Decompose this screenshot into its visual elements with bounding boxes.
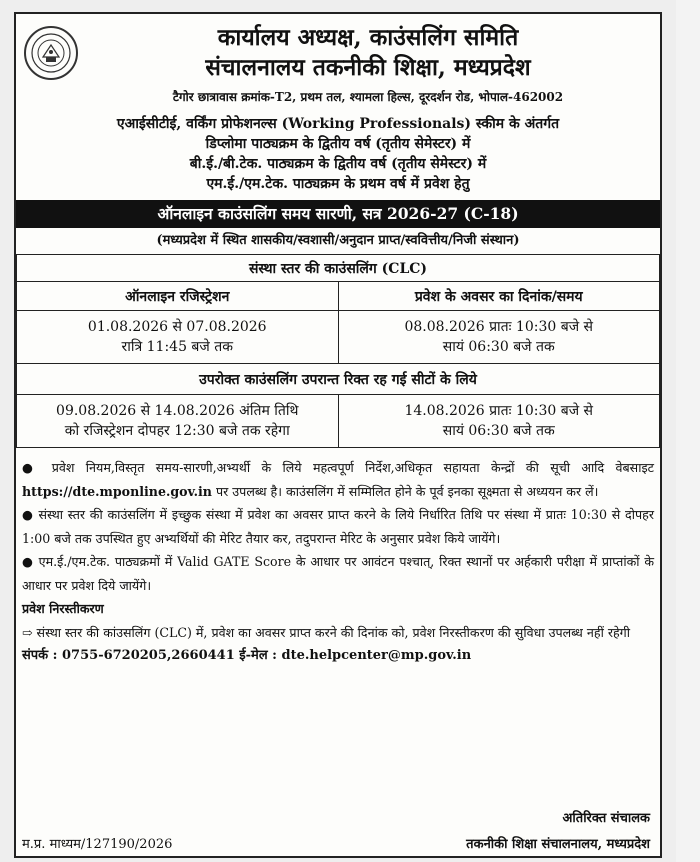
- page-margin: [676, 0, 700, 862]
- admission-slot-2: [338, 395, 660, 448]
- emblem-icon: [29, 31, 73, 75]
- table-row: [17, 364, 660, 395]
- directorate-title: संचालनालय तकनीकी शिक्षा, मध्यप्रदेश: [205, 54, 531, 81]
- admission-column-header: प्रवेश के अवसर का दिनांक/समय: [338, 282, 660, 311]
- cell-line: 09.08.2026 से 14.08.2026 अंतिम तिथि: [56, 403, 299, 419]
- scheme-line-3: बी.ई./बी.टेक. पाठ्यक्रम के द्वितीय वर्ष (तृतीय सेमेस्टर) में: [189, 156, 487, 172]
- table-row: [17, 282, 660, 311]
- registration-column-header: ऑनलाइन रजिस्ट्रेशन: [17, 282, 339, 311]
- reference-number: म.प्र. माध्यम/127190/2026: [22, 837, 173, 852]
- counselling-schedule-table: [16, 254, 660, 448]
- table-row: [17, 311, 660, 364]
- notice-document: [14, 12, 662, 858]
- vacant-seats-title: उपरोक्त काउंसलिंग उपरान्त रिक्त रह गई सीटों के लिये: [17, 364, 660, 395]
- table-row: [17, 255, 660, 282]
- emblem-logo: [24, 26, 78, 80]
- cell-line: सायं 06:30 बजे तक: [442, 423, 555, 439]
- cancellation-heading: प्रवेश निरस्तीकरण: [22, 601, 104, 616]
- cell-line: सायं 06:30 बजे तक: [442, 339, 555, 355]
- scheme-description: [16, 114, 660, 194]
- cell-line: 08.08.2026 प्रातः 10:30 बजे से: [404, 319, 594, 335]
- institution-types-note: (मध्यप्रदेश में स्थित शासकीय/स्वशासी/अनुदान प्राप्त/स्ववित्तीय/निजी संस्थान): [156, 233, 520, 248]
- note-website: [22, 456, 654, 503]
- cell-line: को रजिस्ट्रेशन दोपहर 12:30 बजे तक रहेगा: [64, 423, 290, 439]
- cell-line: रात्रि 11:45 बजे तक: [121, 339, 234, 355]
- table-row: [17, 395, 660, 448]
- scheme-line-1: एआईसीटीई, वर्किंग प्रोफेशनल्स (Working Professionals) स्कीम के अंतर्गत: [116, 116, 560, 132]
- registration-period-1: [17, 311, 339, 364]
- cancellation-text: ⇨ संस्था स्तर की कांउसलिंग (CLC) में, प्रवेश का अवसर प्राप्त करने की दिनांक को, प्रवेश निरस्तीकरण की सुविधा उपलब्ध नहीं रहेगी: [22, 624, 631, 640]
- note-clc-merit: ● संस्था स्तर की काउंसलिंग में इच्छुक संस्था में प्रवेश का अवसर प्राप्त करने के लिये निर्धारित तिथि पर संस्था में प्रातः 10:30 से दोपहर 1:00 बजे तक उपस्थित हुए अभ्यर्थियों की मेरिट तैयार कर, तदुपरान्त मेरिट के अनुसार प्रवेश किये जायेंगे।: [22, 507, 654, 546]
- notice-header: [16, 14, 660, 114]
- notice-footer: [22, 834, 650, 854]
- note-gate-score: ● एम.ई./एम.टेक. पाठ्यक्रमों में Valid GATE Score के आधार पर आवंटन पश्चात्, रिक्त स्थानों पर अर्हकारी परीक्षा में प्राप्तांकों के आधार पर प्रवेश दिये जायेंगे।: [22, 554, 654, 593]
- office-address: टैगोर छात्रावास क्रमांक-T2, प्रथम तल, श्यामला हिल्स, दूरदर्शन रोड, भोपाल-462002: [172, 90, 564, 104]
- signatory-office: तकनीकी शिक्षा संचालनालय, मध्यप्रदेश: [466, 837, 650, 852]
- website-link[interactable]: https://dte.mponline.gov.in: [22, 483, 212, 499]
- cell-line: 14.08.2026 प्रातः 10:30 बजे से: [404, 403, 594, 419]
- registration-period-2: [17, 395, 339, 448]
- schedule-banner: ऑनलाइन काउंसलिंग समय सारणी, सत्र 2026-27 (C-18): [16, 200, 660, 228]
- clc-title: संस्था स्तर की काउंसलिंग (CLC): [17, 255, 660, 282]
- office-title: कार्यालय अध्यक्ष, काउंसलिंग समिति: [217, 24, 519, 51]
- admission-slot-1: [338, 311, 660, 364]
- instructions-section: [16, 448, 660, 668]
- scheme-line-4: एम.ई./एम.टेक. पाठ्यक्रम के प्रथम वर्ष में प्रवेश हेतु: [206, 176, 470, 192]
- note-text: ● प्रवेश नियम,विस्तृत समय-सारणी,अभ्यर्थी के लिये महत्वपूर्ण निर्देश,अधिकृत सहायता केन्द्रों की सूची आदि वेबसाइट: [22, 460, 654, 475]
- signatory-designation: अतिरिक्त संचालक: [562, 811, 650, 826]
- cell-line: 01.08.2026 से 07.08.2026: [87, 319, 267, 335]
- note-text: पर उपलब्ध है। काउंसलिंग में सम्मिलित होने के पूर्व इनका सूक्ष्मता से अध्ययन कर लें।: [211, 483, 599, 499]
- scheme-line-2: डिप्लोमा पाठ्यक्रम के द्वितीय वर्ष (तृतीय सेमेस्टर) में: [205, 136, 471, 152]
- contact-info: संपर्क : 0755-6720205,2660441 ई-मेल : dte.helpcenter@mp.gov.in: [22, 648, 472, 663]
